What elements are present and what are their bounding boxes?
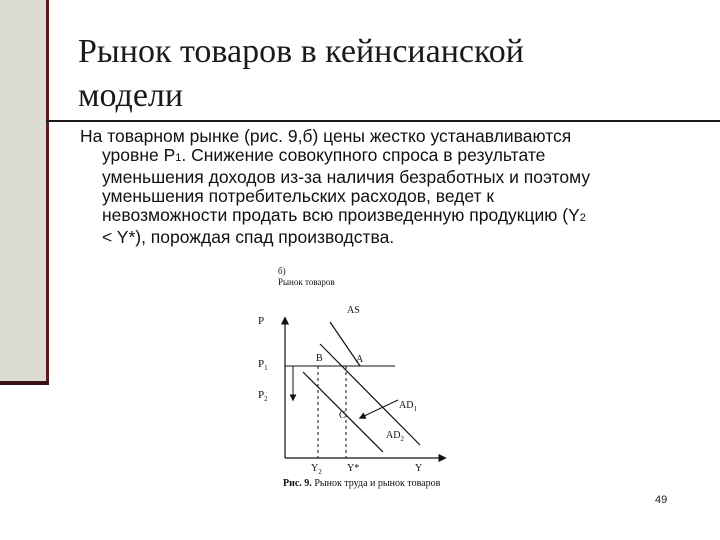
ad1-curve (320, 344, 420, 445)
ad2-label: $AD_2$ (386, 430, 404, 443)
figure-heading-line-1: б) (278, 266, 286, 276)
title-line-1: Рынок товаров в кейнсианской (78, 33, 524, 70)
body-line-2-start: уровне P (102, 145, 176, 165)
body-line-1: На товарном рынке (рис. 9,б) цены жестко устанавливаются (80, 126, 572, 146)
ystar-label: Y* (347, 463, 360, 474)
p2-label: $P_2$ (258, 389, 268, 403)
figure-heading-line-2: Рынок товаров (278, 277, 335, 287)
output-axis-label: Y (415, 463, 423, 474)
p1-label: $P_1$ (258, 358, 268, 372)
page-number: 49 (655, 494, 668, 506)
point-a-label: A (356, 354, 364, 365)
body-line-2-sub: 1 (175, 152, 182, 164)
price-axis-label: P (258, 315, 265, 327)
body-line-5-start: невозможности продать всю произведенную продукцию (Y (102, 205, 580, 225)
body-line-6: < Y*), порождая спад производства. (102, 227, 395, 247)
point-b-label: B (316, 353, 323, 364)
y2-label: $Y_2$ (311, 463, 322, 476)
body-line-2-end: . Снижение совокупного спроса в результате (181, 145, 546, 165)
point-c-label: C (339, 410, 346, 421)
figure-caption: Рис. 9. Рынок труда и рынок товаров (283, 478, 441, 489)
ad1-pointer-arrow (360, 400, 398, 418)
title-line-2: модели (78, 77, 184, 114)
body-line-5-sub: 2 (579, 212, 586, 224)
as-label: AS (347, 305, 360, 316)
body-line-4: уменьшения потребительских расходов, ведет к (102, 186, 495, 206)
ad1-label: $AD_1$ (399, 400, 417, 413)
body-line-3: уменьшения доходов из-за наличия безработных и поэтому (102, 167, 591, 187)
